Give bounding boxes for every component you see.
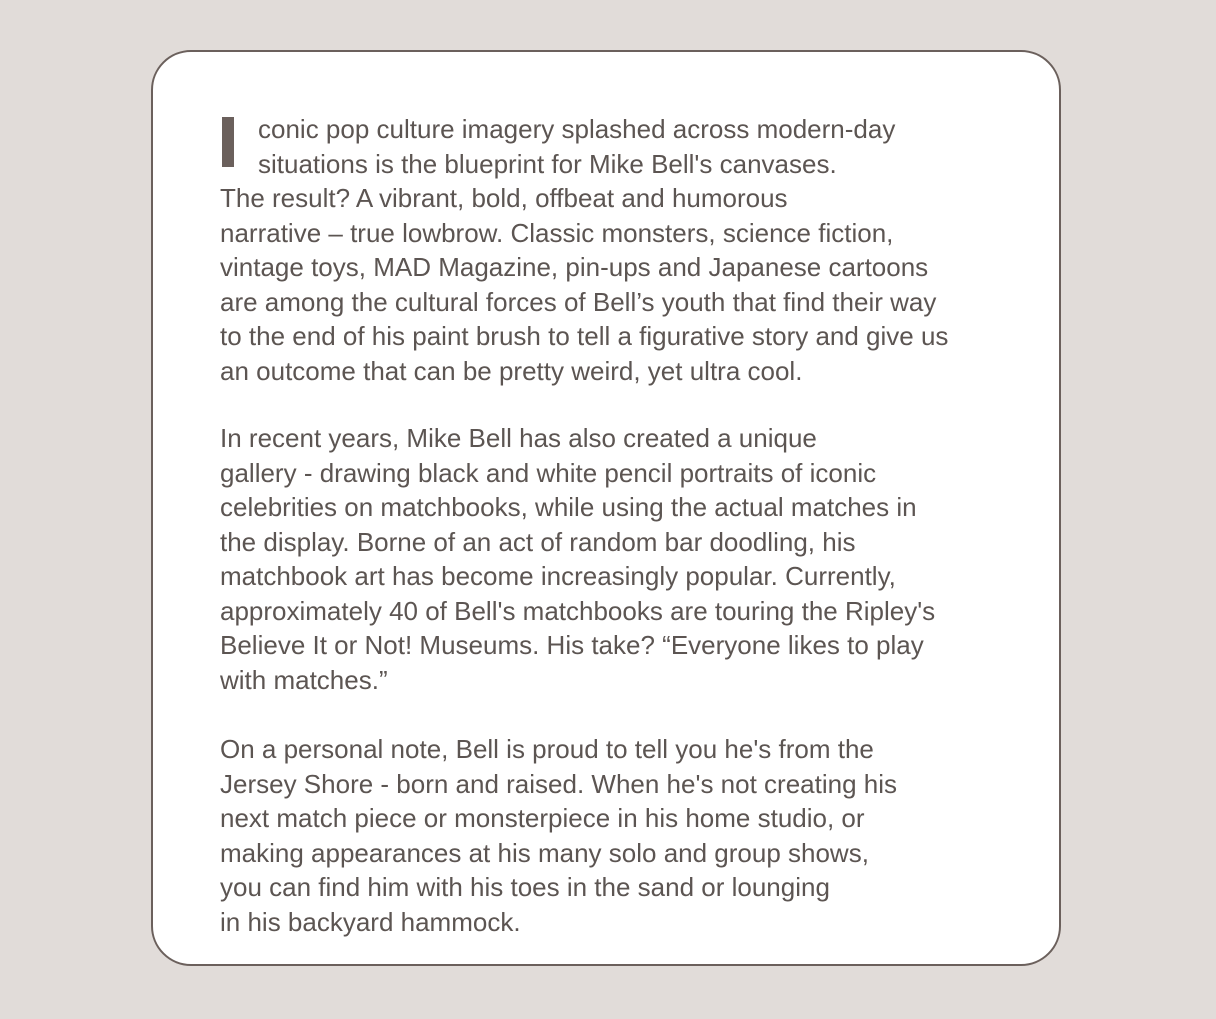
paragraph-3-line-1: On a personal note, Bell is proud to tell you he's from the — [220, 734, 874, 764]
paragraph-1-line-7: to the end of his paint brush to tell a figurative story and give us — [220, 321, 949, 351]
paragraph-2-line-2: gallery - drawing black and white pencil portraits of iconic — [220, 457, 877, 488]
paragraph-1-line-6: are among the cultural forces of Bell’s youth that find their way — [220, 286, 937, 317]
paragraph-2-line-3: celebrities on matchbooks, while using the actual matches in — [220, 492, 917, 522]
paragraph-2-line-8: with matches.” — [220, 664, 388, 695]
paragraph-2-line-1: In recent years, Mike Bell has also created a unique — [220, 423, 817, 453]
paragraph-2-line-6: approximately 40 of Bell's matchbooks are touring the Ripley's — [220, 595, 936, 626]
paragraph-3-line-3: next match piece or monsterpiece in his home studio, or — [220, 803, 865, 833]
paragraph-3-line-5: you can find him with his toes in the sand or lounging — [220, 872, 830, 902]
paragraph-1-line-8: an outcome that can be pretty weird, yet ultra cool. — [220, 355, 803, 386]
paragraph-3-line-4: making appearances at his many solo and group shows, — [220, 837, 869, 868]
paragraph-1-line-5: vintage toys, MAD Magazine, pin-ups and Japanese cartoons — [220, 252, 929, 282]
paragraph-2-line-4: the display. Borne of an act of random bar doodling, his — [220, 526, 856, 557]
paragraph-1-line-1: conic pop culture imagery splashed across modern-day — [258, 114, 896, 144]
paragraph-1-line-3: The result? A vibrant, bold, offbeat and humorous — [220, 183, 788, 213]
paragraph-2-line-7: Believe It or Not! Museums. His take? “Everyone likes to play — [220, 630, 924, 660]
paragraph-1-line-4: narrative – true lowbrow. Classic monsters, science fiction, — [220, 217, 894, 248]
paragraph-3-line-6: in his backyard hammock. — [220, 906, 521, 937]
paragraph-2-line-5: matchbook art has become increasingly popular. Currently, — [220, 561, 896, 591]
paragraph-3-line-2: Jersey Shore - born and raised. When he's not creating his — [220, 768, 897, 799]
paragraph-1-line-2: situations is the blueprint for Mike Bell's canvases. — [258, 148, 837, 179]
drop-cap — [222, 117, 234, 167]
